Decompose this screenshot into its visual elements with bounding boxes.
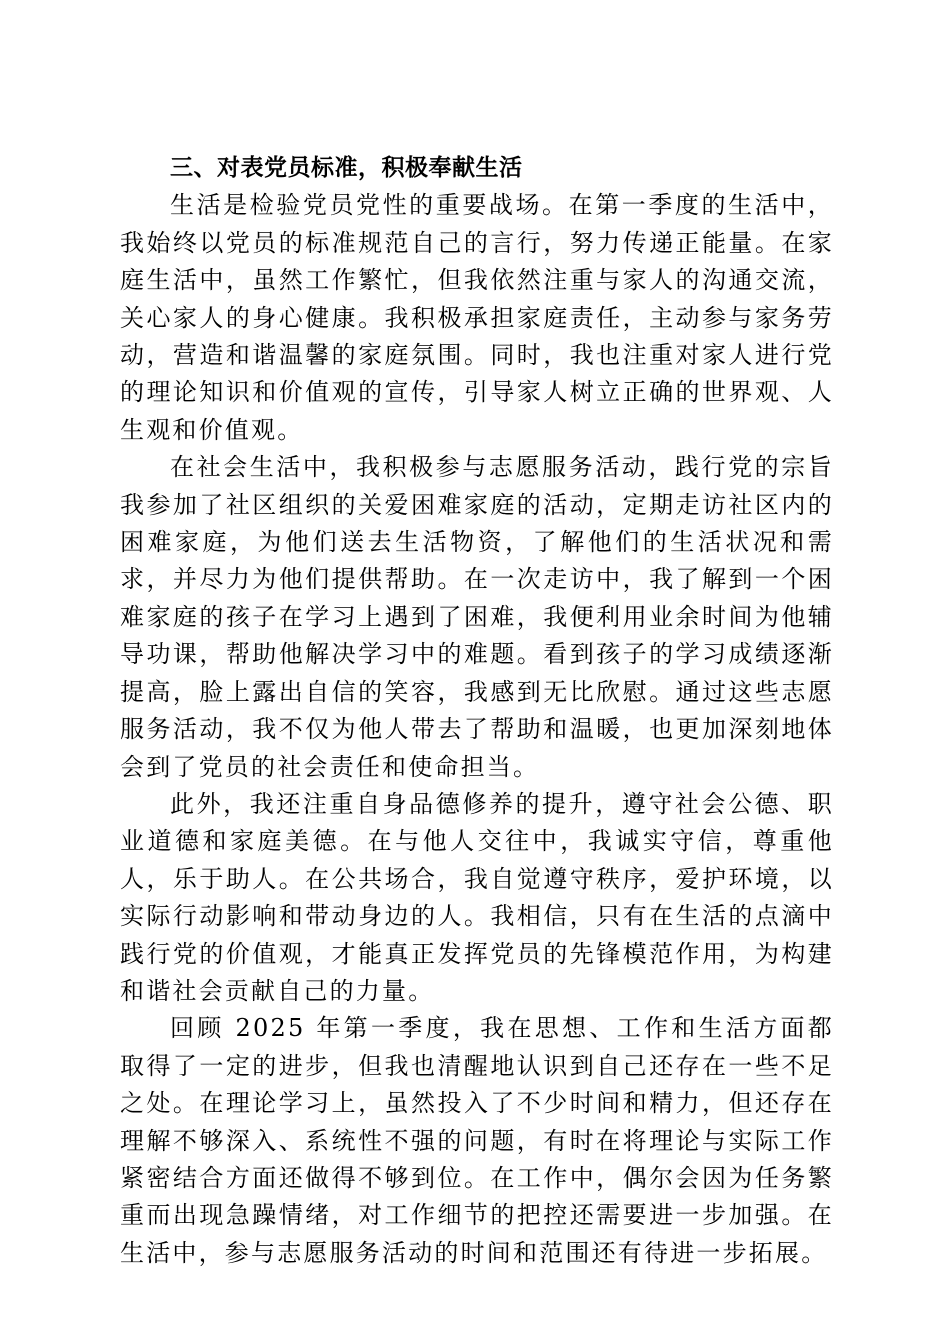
paragraph-family-life: 生活是检验党员党性的重要战场。在第一季度的生活中，我始终以党员的标准规范自己的言行，努力传递正能量。在家庭生活中，虽然工作繁忙，但我依然注重与家人的沟通交流，关心家人的身心健康。我积极承担家庭责任，主动参与家务劳动，营造和谐温馨的家庭氛围。同时，我也注重对家人进行党的理论知识和价值观的宣传，引导家人树立正确的世界观、人生观和价值观。 [120,191,834,444]
section-heading: 三、对表党员标准，积极奉献生活 [170,155,523,181]
document-page [120,150,834,1272]
paragraph-moral-cultivation: 此外，我还注重自身品德修养的提升，遵守社会公德、职业道德和家庭美德。在与他人交往中，我诚实守信，尊重他人，乐于助人。在公共场合，我自觉遵守秩序，爱护环境，以实际行动影响和带动身边的人。我相信，只有在生活的点滴中践行党的价值观，才能真正发挥党员的先锋模范作用，为构建和谐社会贡献自己的力量。 [120,789,834,1005]
paragraph-review-shortcomings: 回顾 2025 年第一季度，我在思想、工作和生活方面都取得了一定的进步，但我也清醒地认识到自己还存在一些不足之处。在理论学习上，虽然投入了不少时间和精力，但还存在理解不够深入、系统性不强的问题，有时在将理论与实际工作紧密结合方面还做得不够到位。在工作中，偶尔会因为任务繁重而出现急躁情绪，对工作细节的把控还需要进一步加强。在生活中，参与志愿服务活动的时间和范围还有待进一步拓展。 [120,1014,834,1267]
paragraph-volunteer-service: 在社会生活中，我积极参与志愿服务活动，践行党的宗旨我参加了社区组织的关爱困难家庭的活动，定期走访社区内的困难家庭，为他们送去生活物资，了解他们的生活状况和需求，并尽力为他们提供帮助。在一次走访中，我了解到一个困难家庭的孩子在学习上遇到了困难，我便利用业余时间为他辅导功课，帮助他解决学习中的难题。看到孩子的学习成绩逐渐提高，脸上露出自信的笑容，我感到无比欣慰。通过这些志愿服务活动，我不仅为他人带去了帮助和温暖，也更加深刻地体会到了党员的社会责任和使命担当。 [120,453,834,781]
